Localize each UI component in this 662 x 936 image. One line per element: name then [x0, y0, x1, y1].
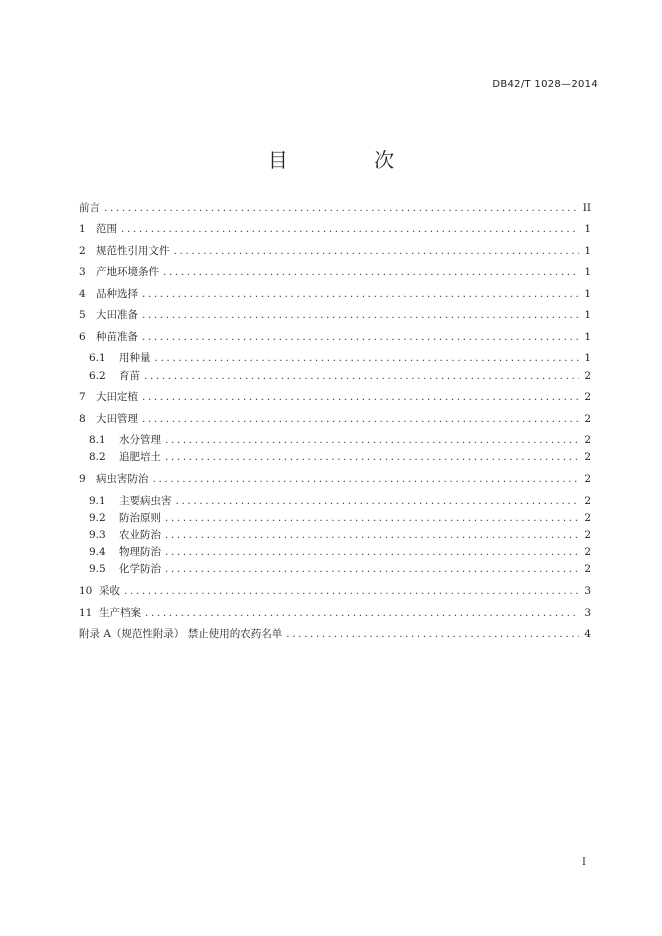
toc-entry-label: 物理防治 — [119, 546, 161, 558]
toc-leader-dots — [165, 433, 579, 447]
toc-entry-page: 1 — [584, 288, 591, 300]
toc-entry-label: 前言 — [79, 202, 100, 214]
toc-entry-label: 大田管理 — [96, 413, 138, 425]
document-code: DB42/T 1028—2014 — [492, 79, 598, 90]
toc-entry-page: 1 — [584, 266, 591, 278]
toc-entry[interactable] — [79, 222, 591, 236]
toc-entry-page: II — [582, 202, 591, 214]
toc-entry[interactable] — [79, 472, 591, 486]
toc-subentry[interactable] — [89, 562, 591, 576]
toc-entry[interactable] — [79, 390, 591, 404]
toc-leader-dots — [286, 627, 579, 641]
toc-entry-page: 2 — [584, 370, 591, 382]
toc-entry-page: 1 — [584, 331, 591, 343]
toc-entry-label: 农业防治 — [119, 529, 161, 541]
toc-entry-number: 9 — [79, 473, 86, 485]
toc-entry-label: 用种量 — [119, 352, 151, 364]
toc-leader-dots — [174, 244, 580, 258]
toc-leader-dots — [155, 351, 580, 365]
toc-entry-number: 4 — [79, 288, 86, 300]
toc-entry-label: 水分管理 — [119, 434, 161, 446]
toc-entry-page: 2 — [584, 473, 591, 485]
toc-entry[interactable] — [79, 265, 591, 279]
toc-entry-number: 3 — [79, 266, 86, 278]
toc-entry-number: 8.1 — [89, 434, 106, 446]
toc-entry-page: 3 — [584, 607, 591, 619]
toc-leader-dots — [142, 412, 579, 426]
toc-entry-page: 2 — [584, 434, 591, 446]
toc-entry-number: 10 — [79, 585, 93, 597]
toc-leader-dots — [176, 494, 580, 508]
toc-leader-dots — [145, 606, 579, 620]
page-title: 目 次 — [267, 148, 435, 172]
toc-subentry[interactable] — [89, 369, 591, 383]
toc-entry[interactable] — [79, 330, 591, 344]
toc-leader-dots — [142, 308, 579, 322]
toc-entry-label: 生产档案 — [99, 607, 141, 619]
toc-entry-number: 9.4 — [89, 546, 106, 558]
toc-subentry[interactable] — [89, 351, 591, 365]
toc-entry-label: 产地环境条件 — [96, 266, 159, 278]
toc-entry-number: 6.1 — [89, 352, 106, 364]
toc-entry-page: 2 — [584, 451, 591, 463]
toc-entry-label: 化学防治 — [119, 563, 161, 575]
toc-entry-number: 5 — [79, 309, 86, 321]
toc-entry-page: 2 — [584, 391, 591, 403]
toc-entry[interactable] — [79, 308, 591, 322]
toc-entry-page: 2 — [584, 529, 591, 541]
toc-entry-page: 1 — [584, 223, 591, 235]
toc-entry-number: 9.3 — [89, 529, 106, 541]
toc-entry-page: 1 — [584, 352, 591, 364]
toc-entry[interactable] — [79, 412, 591, 426]
toc-leader-dots — [142, 330, 579, 344]
toc-entry-page: 2 — [584, 546, 591, 558]
toc-entry-number: 9.1 — [89, 495, 106, 507]
toc-entry-page: 2 — [584, 495, 591, 507]
toc-leader-dots — [121, 222, 579, 236]
toc-entry-number: 11 — [79, 607, 93, 619]
toc-entry[interactable] — [79, 584, 591, 598]
toc-leader-dots — [165, 528, 579, 542]
toc-entry-label: 病虫害防治 — [96, 473, 149, 485]
toc-entry-label: 采收 — [99, 585, 120, 597]
toc-entry-page: 4 — [584, 628, 591, 640]
toc-entry-page: 1 — [584, 309, 591, 321]
toc-entry-page: 3 — [584, 585, 591, 597]
toc-leader-dots — [142, 390, 579, 404]
toc-subentry[interactable] — [89, 545, 591, 559]
toc-leader-dots — [104, 201, 579, 215]
toc-entry-page: 2 — [584, 413, 591, 425]
toc-leader-dots — [165, 511, 579, 525]
toc-entry-label: 范围 — [96, 223, 117, 235]
toc-entry-label: 大田定植 — [96, 391, 138, 403]
toc-entry[interactable] — [79, 287, 591, 301]
toc-entry-number: 6 — [79, 331, 86, 343]
toc-leader-dots — [144, 369, 579, 383]
toc-entry[interactable] — [79, 606, 591, 620]
toc-entry-label: 防治原则 — [119, 512, 161, 524]
toc-entry-label: 品种选择 — [96, 288, 138, 300]
toc-entry-number: 6.2 — [89, 370, 106, 382]
toc-entry-number: 2 — [79, 245, 86, 257]
toc-entry-label: 育苗 — [119, 370, 140, 382]
toc-entry-number: 9.2 — [89, 512, 106, 524]
toc-subentry[interactable] — [89, 450, 591, 464]
toc-entry-label: 种苗准备 — [96, 331, 138, 343]
toc-entry-page: 2 — [584, 512, 591, 524]
toc-leader-dots — [165, 562, 579, 576]
toc-subentry[interactable] — [89, 528, 591, 542]
toc-entry-label: 主要病虫害 — [119, 495, 172, 507]
toc-subentry[interactable] — [89, 433, 591, 447]
toc-entry-number: 1 — [79, 223, 86, 235]
toc-entry-number: 8 — [79, 413, 86, 425]
toc-subentry[interactable] — [89, 494, 591, 508]
toc-entry[interactable] — [79, 201, 591, 215]
toc-entry[interactable] — [79, 244, 591, 258]
toc-entry-page: 2 — [584, 563, 591, 575]
toc-entry-label: 附录 A（规范性附录） 禁止使用的农药名单 — [79, 628, 283, 640]
toc-entry-label: 规范性引用文件 — [96, 245, 170, 257]
toc-entry-number: 9.5 — [89, 563, 106, 575]
toc-leader-dots — [165, 450, 579, 464]
toc-entry-number: 7 — [79, 391, 86, 403]
toc-entry-label: 追肥培土 — [119, 451, 161, 463]
toc-leader-dots — [165, 545, 579, 559]
toc-leader-dots — [124, 584, 579, 598]
toc-leader-dots — [163, 265, 579, 279]
page-number: I — [582, 857, 586, 868]
toc-subentry[interactable] — [89, 511, 591, 525]
toc-entry-label: 大田准备 — [96, 309, 138, 321]
toc-entry-number: 8.2 — [89, 451, 106, 463]
toc-entry-page: 1 — [584, 245, 591, 257]
toc-entry[interactable] — [79, 627, 591, 641]
toc-leader-dots — [153, 472, 580, 486]
toc-leader-dots — [142, 287, 579, 301]
